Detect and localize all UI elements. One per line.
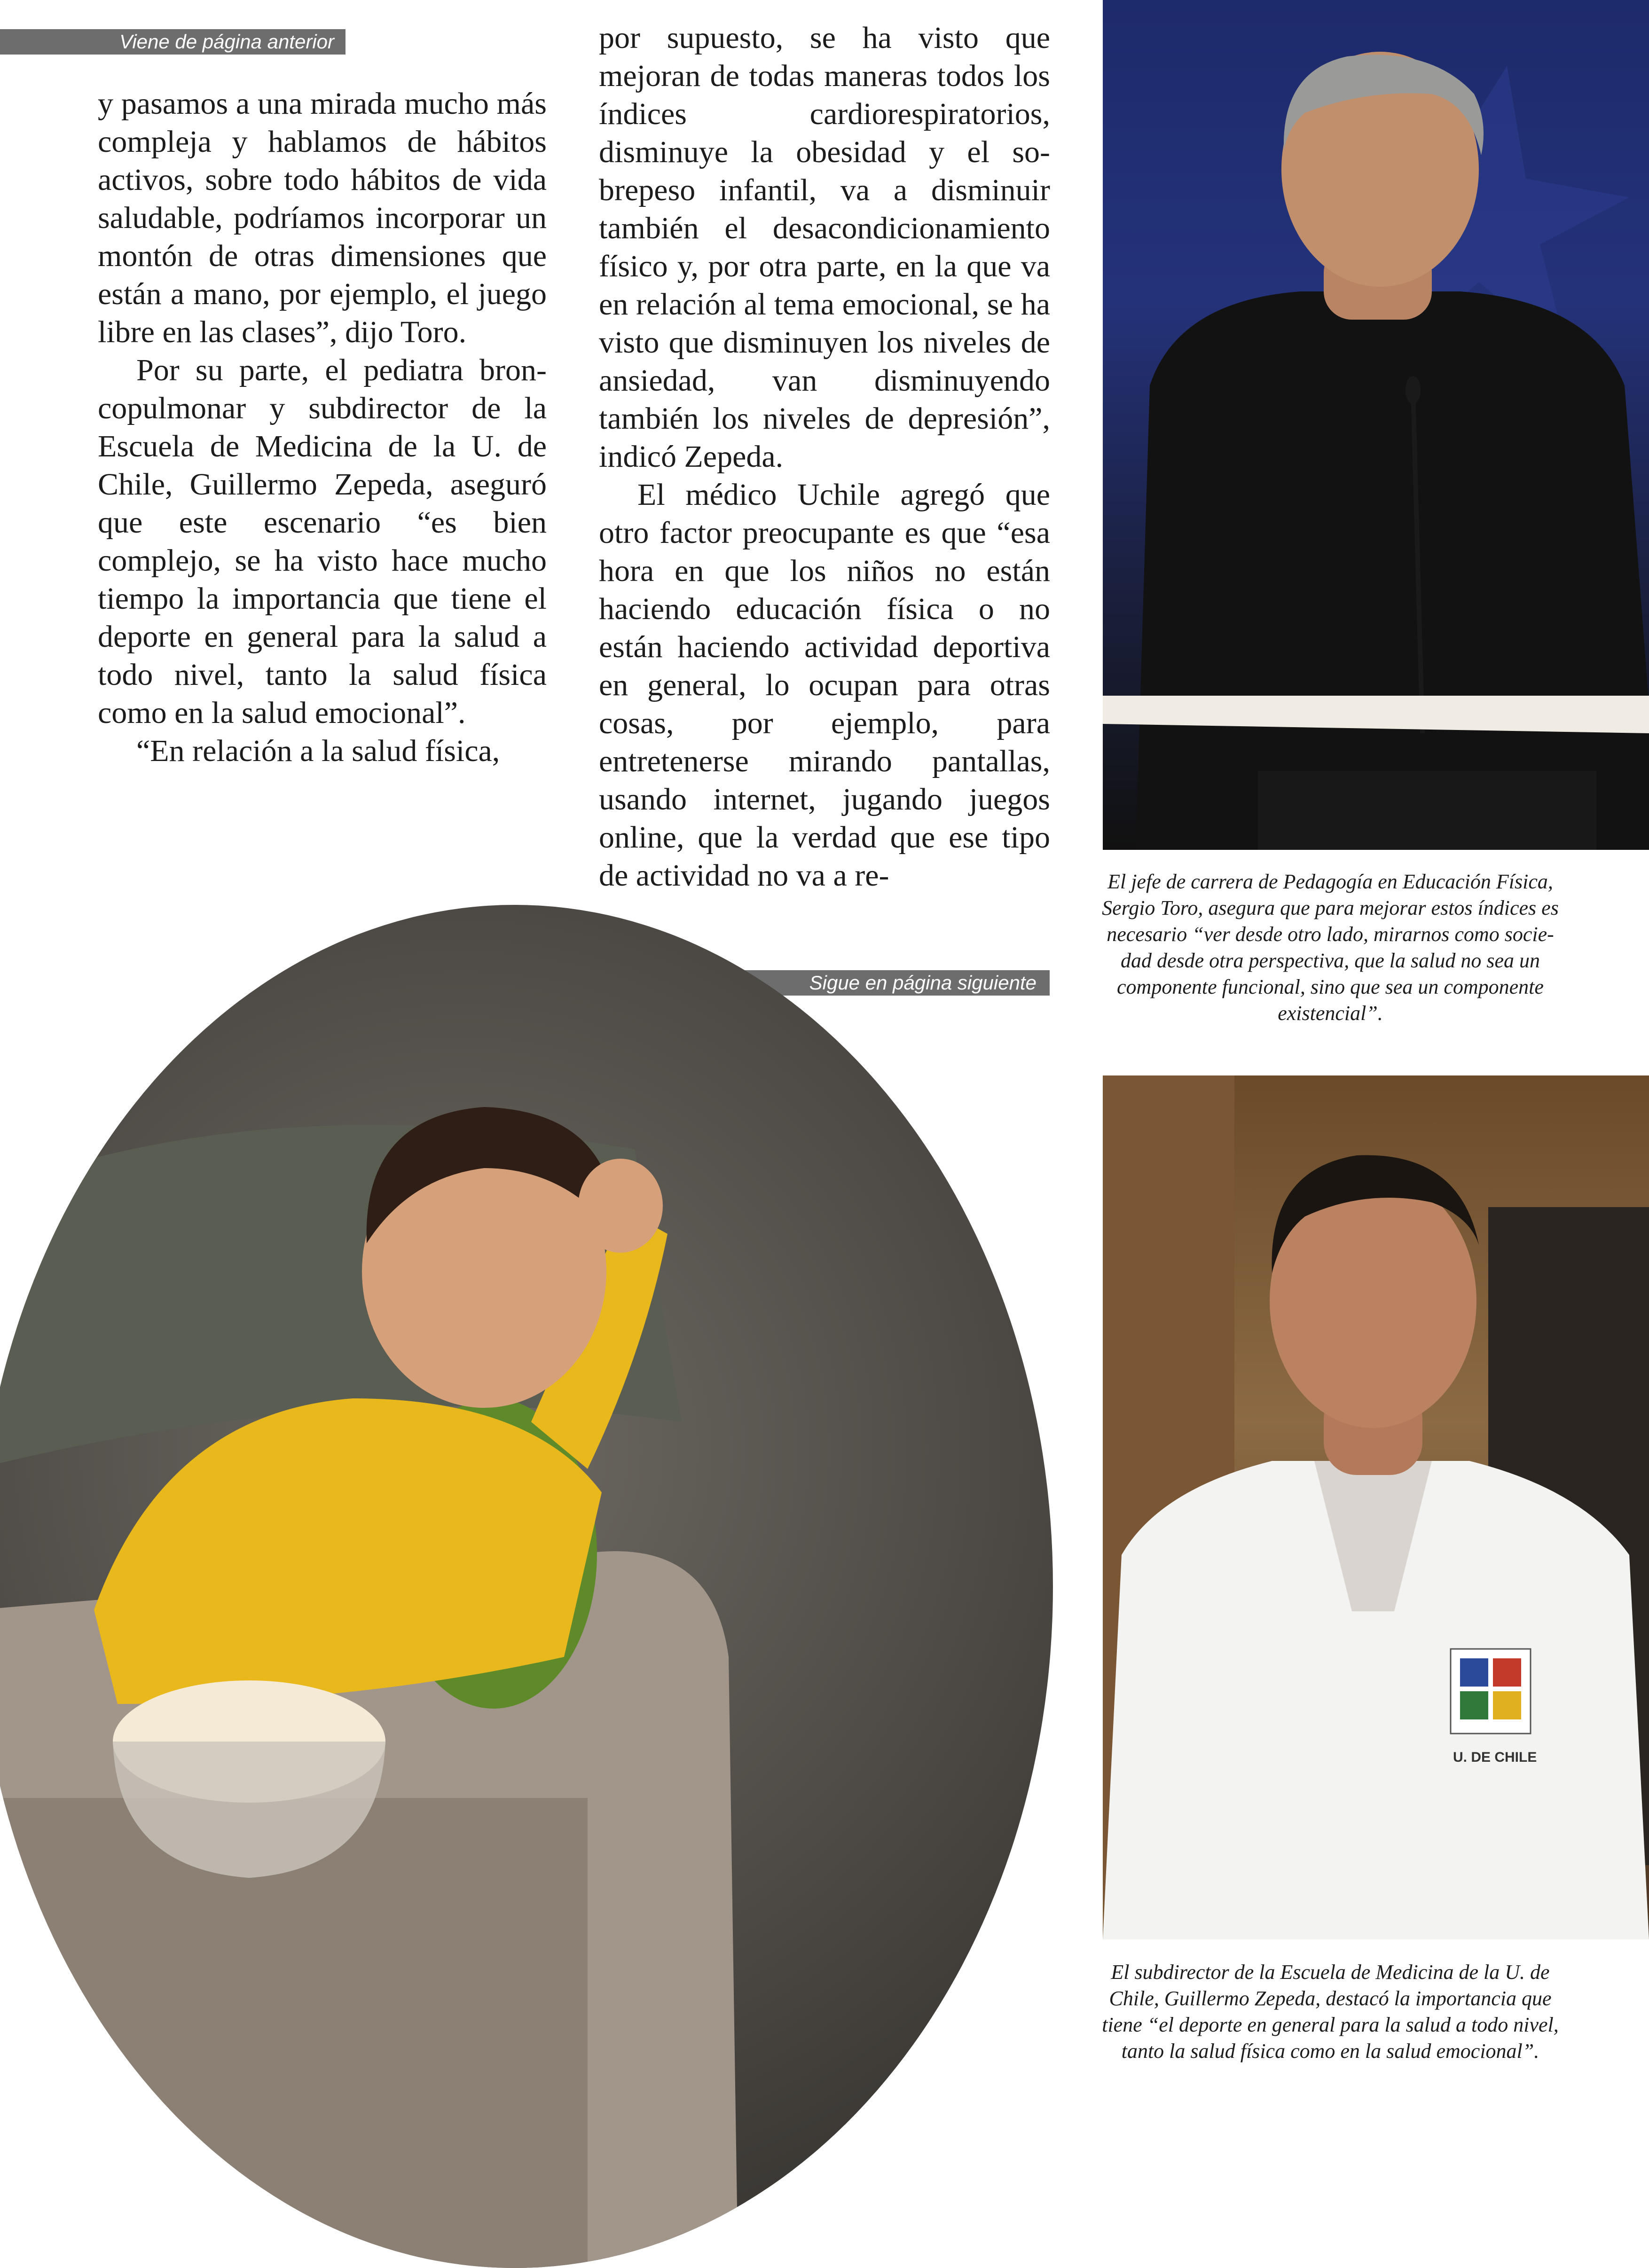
photo-child-on-sofa (0, 905, 1053, 2268)
paragraph: por supuesto, se ha visto que mejoran de todas maneras todos los índices cardiorespiratorios, disminuye la obesidad y el sobrepeso infantil, va a disminuir también el desacondicionamiento físico y, por otra parte, en la que va en relación al tema emocional, se ha visto que disminuyen los niveles de ansiedad, van disminuyendo también los niveles de depresión”, indicó Zepeda. (599, 21, 1050, 474)
paragraph: Por su parte, el pediatra broncopulmonar y subdirector de la Escuela de Medicina de la U. de Chile, Guillermo Zepeda, aseguró que este escenario “es bien complejo, se ha visto hace mucho tiempo la importancia que tiene el deporte en general para la salud a todo nivel, tanto la salud física como en la salud emocional”. (98, 353, 547, 730)
paragraph: y pasamos a una mirada mucho más compleja y hablamos de hábitos activos, sobre todo hábitos de vida saludable, podríamos incorporar un montón de otras dimensiones que están a mano, por ejemplo, el juego libre en las clases”, dijo Toro. (98, 86, 547, 349)
photo-guillermo-zepeda-illustration (1103, 1075, 1649, 1939)
continues-on-banner: Sigue en página siguiente (704, 970, 1050, 996)
photo-caption-toro: El jefe de carrera de Pedagogía en Educación Física, Sergio Toro, asegura que para mejorar estos índices es necesario “ver desde otro lado, mirarnos como sociedad desde otra perspectiva, que la salud no sea un componente funcional, sino que sea un componente existencial”. (1102, 870, 1559, 1025)
continued-from-banner: Viene de página anterior (0, 29, 346, 55)
photo-caption-zepeda: El subdirector de la Escuela de Medicina de la U. de Chile, Guillermo Zepeda, destacó la importancia que tiene “el deporte en general para la salud a todo nivel, tanto la salud física como en la salud emocional”. (1102, 1961, 1559, 2063)
photo-sergio-toro (1103, 0, 1649, 850)
photo-sergio-toro-illustration (1103, 0, 1649, 850)
paragraph: “En relación a la salud física, (136, 734, 500, 768)
coat-badge-text: U. DE CHILE (1453, 1750, 1537, 1765)
photo-guillermo-zepeda (1103, 1075, 1649, 1939)
photo-child-on-sofa-illustration (0, 905, 1053, 2268)
article-column-1 (98, 85, 547, 770)
paragraph: El médico Uchile agregó que otro factor preocupante es que “esa hora en que los niños no están haciendo educación física o no están haciendo actividad deportiva en general, lo ocupan para otras cosas, por ejemplo, para entretenerse mirando pantallas, usando internet, jugando juegos online, que la verdad que ese tipo de actividad no va a re- (599, 478, 1050, 893)
article-column-2 (599, 19, 1050, 895)
